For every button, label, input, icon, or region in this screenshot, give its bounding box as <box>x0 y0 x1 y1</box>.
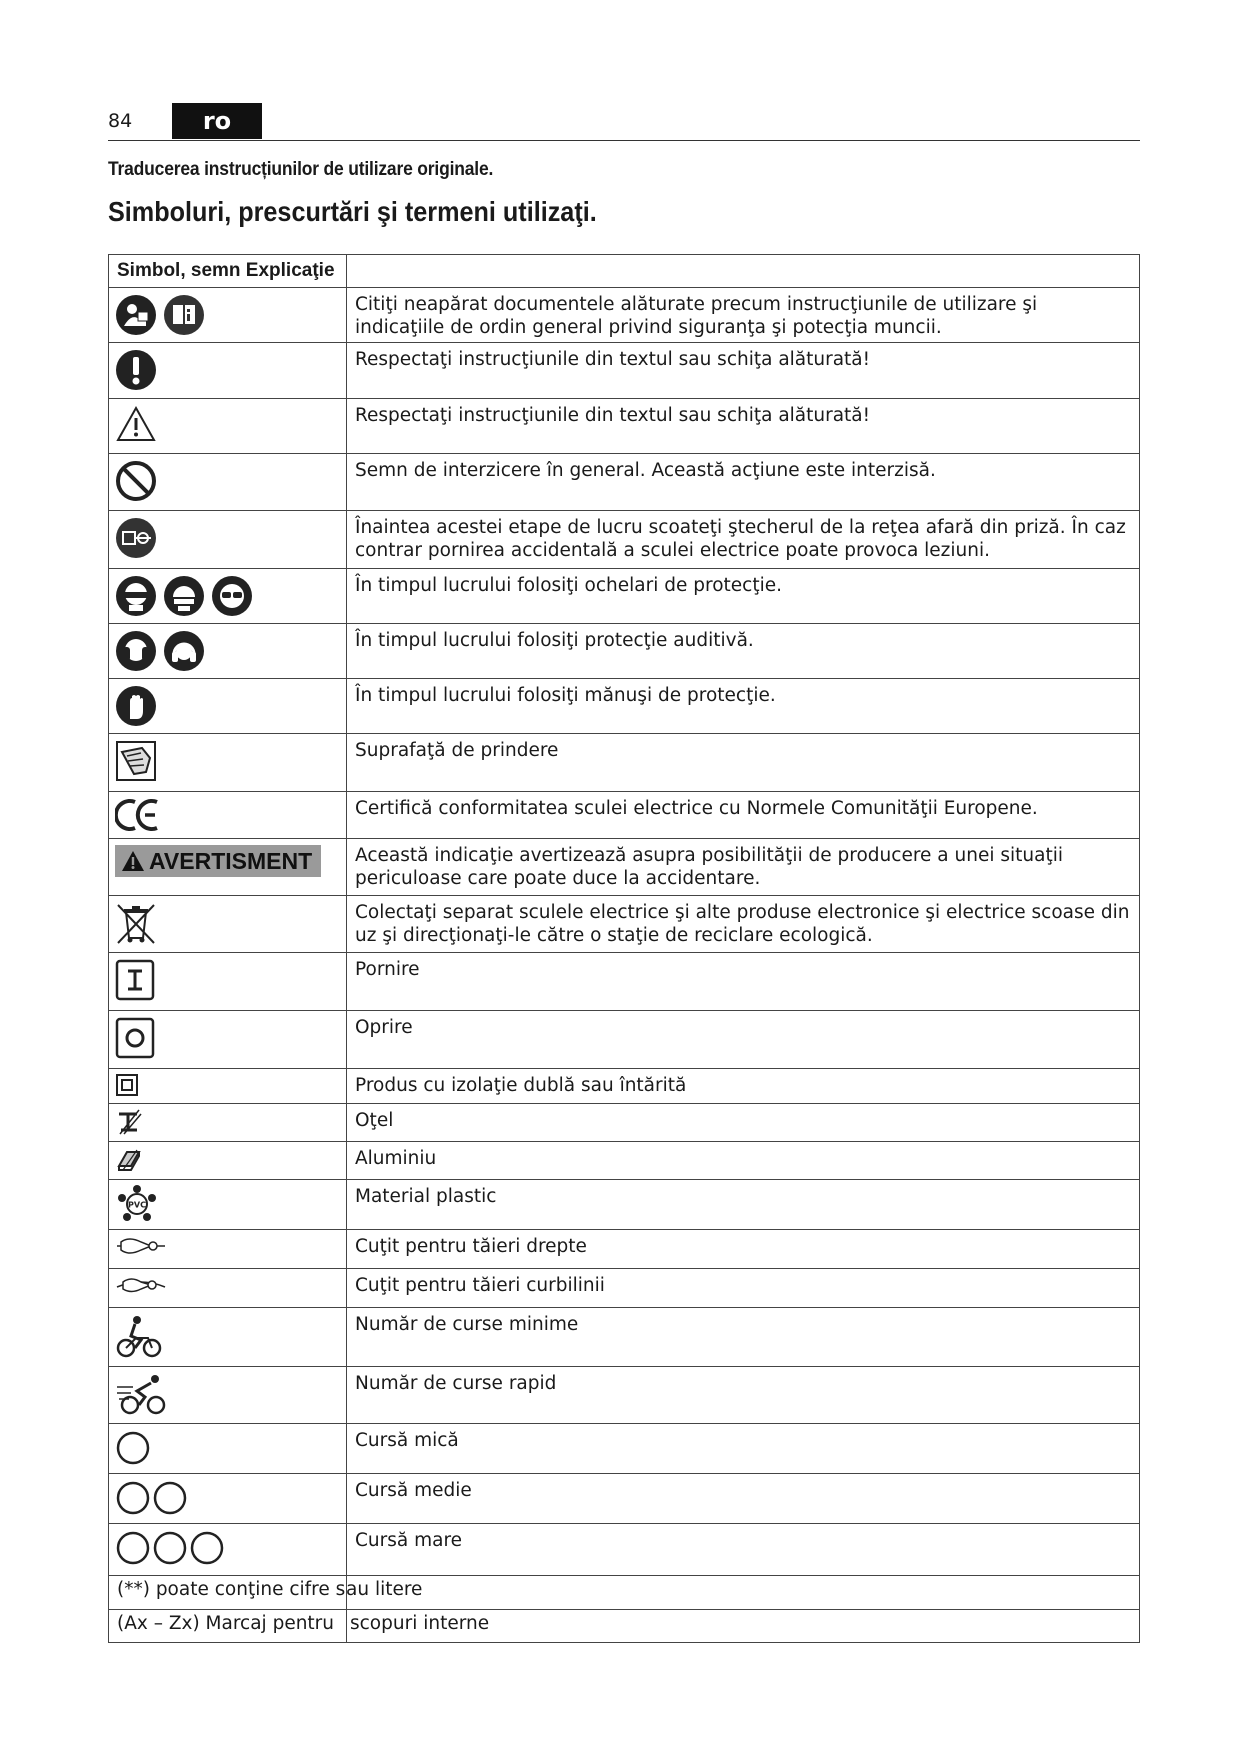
symbol-cell <box>109 1230 347 1269</box>
footer-text-part1: (Ax – Zx) Marcaj pentru <box>117 1613 335 1634</box>
three-circles-icon <box>115 1530 227 1566</box>
table-row <box>109 624 1140 679</box>
ear-protection-icon <box>163 630 205 672</box>
explanation-cell: Cuţit pentru tăieri curbilinii <box>347 1269 1140 1308</box>
symbol-cell <box>109 399 347 454</box>
footer-cell <box>109 1576 1140 1610</box>
one-circle-icon <box>115 1430 151 1466</box>
symbol-cell <box>109 679 347 734</box>
page-number: 84 <box>108 110 133 132</box>
footer-text-part2: scopuri interne <box>350 1613 490 1634</box>
explanation-cell: Semn de interzicere în general. Această acţiune este interzisă. <box>347 454 1140 511</box>
table-row <box>109 1424 1140 1474</box>
symbol-cell <box>109 624 347 679</box>
table-footer-row <box>109 1576 1140 1610</box>
explanation-cell: Această indicaţie avertizează asupra posibilităţii de producere a unei situaţii periculoase care poate duce la accidentare. <box>347 839 1140 896</box>
document-subtitle: Traducerea instrucțiunilor de utilizare originale. <box>108 159 494 180</box>
explanation-cell: Certifică conformitatea sculei electrice cu Normele Comunităţii Europene. <box>347 792 1140 839</box>
symbols-table <box>108 254 1140 1643</box>
symbol-cell <box>109 288 347 343</box>
symbol-cell <box>109 1104 347 1142</box>
symbol-cell <box>109 1474 347 1524</box>
header-symbol-col: Simbol, semn Explicaţie <box>109 255 347 288</box>
ear-protection-icon <box>115 630 157 672</box>
read-manual-icon <box>115 294 157 336</box>
read-manual-icon <box>163 294 205 336</box>
explanation-cell: Pornire <box>347 953 1140 1011</box>
explanation-cell: Înaintea acestei etape de lucru scoateţi ştecherul de la reţea afară din priză. În caz contrar pornirea accidentală a sculei electrice poate provoca leziuni. <box>347 511 1140 569</box>
exclamation-icon <box>115 349 157 391</box>
footer-text-part2: au litere <box>346 1579 423 1600</box>
explanation-cell: În timpul lucrului folosiţi ochelari de protecţie. <box>347 569 1140 624</box>
page-header <box>108 100 1140 141</box>
ce-mark-icon <box>115 798 161 832</box>
table-row <box>109 953 1140 1011</box>
slow-cyclist-icon <box>115 1314 163 1360</box>
symbol-cell <box>109 569 347 624</box>
symbol-cell <box>109 511 347 569</box>
power-off-icon <box>115 1017 155 1059</box>
symbol-cell <box>109 1524 347 1576</box>
table-row <box>109 1367 1140 1424</box>
explanation-cell: Cuţit pentru tăieri drepte <box>347 1230 1140 1269</box>
header-explanation-col <box>347 255 1140 288</box>
table-row <box>109 792 1140 839</box>
eye-protection-icon <box>163 575 205 617</box>
curve-cut-blade-icon <box>115 1273 167 1295</box>
explanation-cell: Citiţi neapărat documentele alăturate precum instrucţiunile de utilizare şi indicaţiile de ordin general privind siguranţa şi potecţia muncii. <box>347 288 1140 343</box>
table-row <box>109 1180 1140 1230</box>
straight-cut-blade-icon <box>115 1234 167 1256</box>
weee-bin-icon <box>115 902 157 946</box>
symbol-cell <box>109 896 347 953</box>
table-footer-row <box>109 1610 1140 1643</box>
table-row <box>109 896 1140 953</box>
symbol-cell <box>109 1011 347 1069</box>
warning-triangle-icon <box>115 405 157 443</box>
table-row <box>109 454 1140 511</box>
two-circles-icon <box>115 1480 189 1516</box>
explanation-cell: Oţel <box>347 1104 1140 1142</box>
table-row <box>109 1142 1140 1180</box>
gloves-icon <box>115 685 157 727</box>
table-row <box>109 399 1140 454</box>
eye-protection-icon <box>115 575 157 617</box>
symbol-cell <box>109 1142 347 1180</box>
explanation-cell: Cursă mică <box>347 1424 1140 1474</box>
symbol-cell <box>109 792 347 839</box>
symbol-cell <box>109 953 347 1011</box>
table-row <box>109 839 1140 896</box>
table-row <box>109 1230 1140 1269</box>
section-title: Simboluri, prescurtări şi termeni utilizaţi. <box>108 196 597 227</box>
footer-text-part1: (**) poate conţine cifre s <box>117 1579 346 1600</box>
language-tag: ro <box>172 103 262 139</box>
table-row <box>109 1104 1140 1142</box>
pvc-label: PVC <box>128 1200 146 1210</box>
symbol-cell <box>109 1069 347 1104</box>
explanation-cell: Număr de curse rapid <box>347 1367 1140 1424</box>
symbol-cell <box>109 839 347 896</box>
symbol-cell <box>109 1367 347 1424</box>
symbol-cell <box>109 1424 347 1474</box>
explanation-cell: Cursă mare <box>347 1524 1140 1576</box>
table-row <box>109 1269 1140 1308</box>
table-row <box>109 1524 1140 1576</box>
explanation-cell: Colectaţi separat sculele electrice şi alte produse electronice şi electrice scoase din uz şi direcţionaţi-le către o staţie de reciclare ecologică. <box>347 896 1140 953</box>
symbol-cell <box>109 734 347 792</box>
table-row <box>109 569 1140 624</box>
unplug-icon <box>115 517 157 559</box>
explanation-cell: Suprafaţă de prindere <box>347 734 1140 792</box>
symbol-cell <box>109 343 347 399</box>
grip-surface-icon <box>115 740 157 782</box>
table-header-row <box>109 255 1140 288</box>
explanation-cell: În timpul lucrului folosiţi protecţie auditivă. <box>347 624 1140 679</box>
table-row <box>109 679 1140 734</box>
fast-cyclist-icon <box>115 1373 171 1417</box>
steel-icon <box>115 1108 143 1136</box>
explanation-cell: Număr de curse minime <box>347 1308 1140 1367</box>
table-row <box>109 734 1140 792</box>
pvc-icon <box>115 1184 159 1224</box>
table-row <box>109 511 1140 569</box>
symbol-cell <box>109 1269 347 1308</box>
explanation-cell: În timpul lucrului folosiţi mănuşi de protecţie. <box>347 679 1140 734</box>
aluminium-icon <box>115 1146 143 1174</box>
symbol-cell <box>109 1180 347 1230</box>
explanation-cell: Oprire <box>347 1011 1140 1069</box>
power-on-icon <box>115 959 155 1001</box>
table-row <box>109 288 1140 343</box>
column-divider <box>346 1610 347 1642</box>
prohibition-icon <box>115 460 157 502</box>
explanation-cell: Produs cu izolaţie dublă sau întărită <box>347 1069 1140 1104</box>
double-insulation-icon <box>115 1073 139 1097</box>
table-row <box>109 1011 1140 1069</box>
table-row <box>109 343 1140 399</box>
explanation-cell: Material plastic <box>347 1180 1140 1230</box>
explanation-cell: Respectaţi instrucţiunile din textul sau schiţa alăturată! <box>347 399 1140 454</box>
symbol-cell <box>109 454 347 511</box>
table-row <box>109 1069 1140 1104</box>
footer-cell <box>109 1610 1140 1643</box>
symbol-cell <box>109 1308 347 1367</box>
table-row <box>109 1308 1140 1367</box>
explanation-cell: Aluminiu <box>347 1142 1140 1180</box>
warning-triangle-icon <box>121 850 145 872</box>
table-row <box>109 1474 1140 1524</box>
avertisment-text: AVERTISMENT <box>149 847 313 874</box>
explanation-cell: Respectaţi instrucţiunile din textul sau schiţa alăturată! <box>347 343 1140 399</box>
avertisment-label <box>115 845 321 877</box>
explanation-cell: Cursă medie <box>347 1474 1140 1524</box>
eye-protection-icon <box>211 575 253 617</box>
